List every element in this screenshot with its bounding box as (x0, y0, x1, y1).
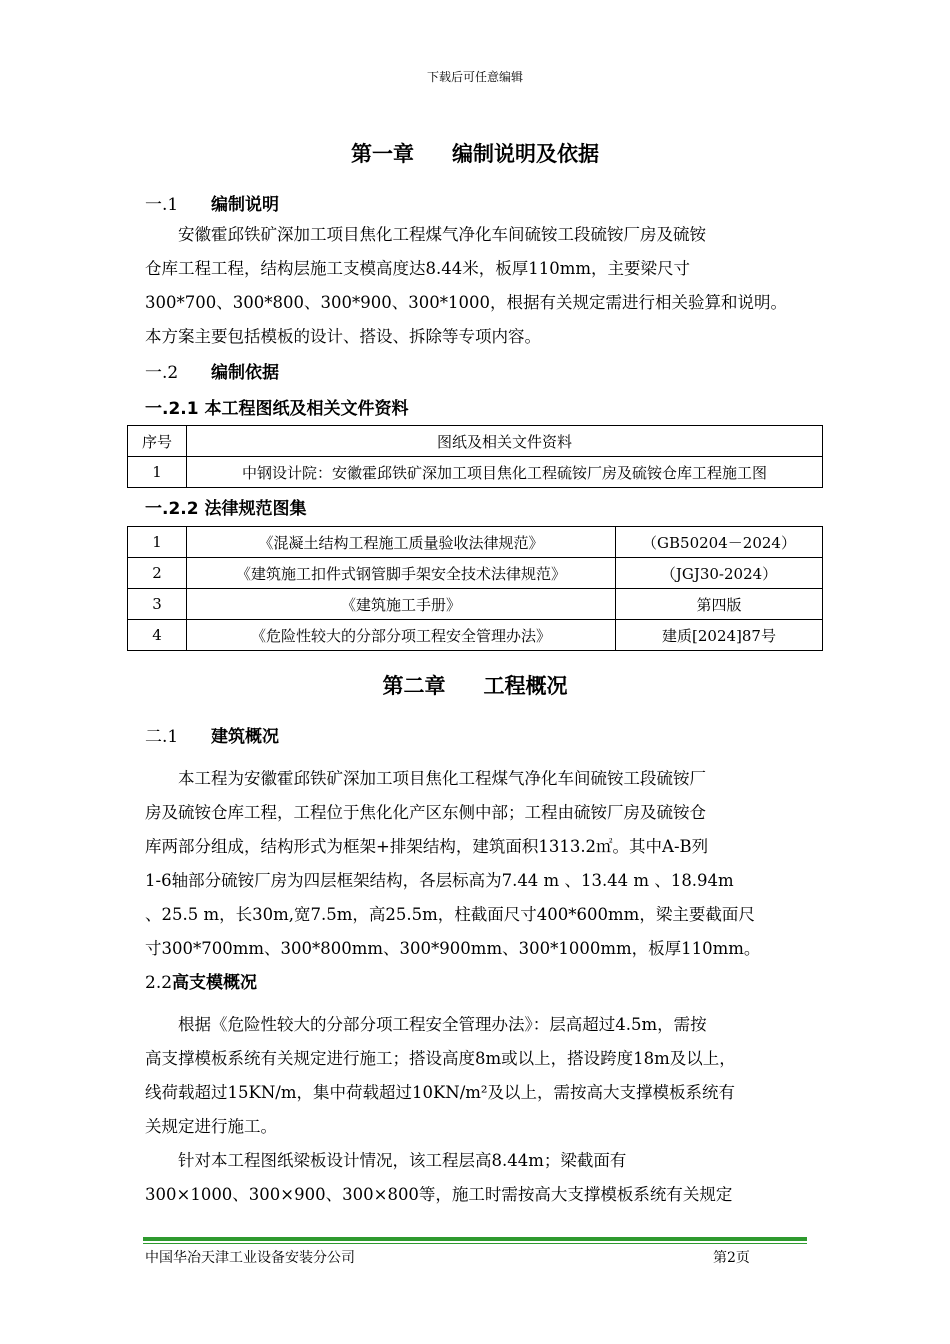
chapter-1-heading (0, 138, 950, 168)
section-1-2-title: 编制依据 (211, 363, 279, 383)
table-header-row (128, 426, 823, 457)
footer-rule-thin (143, 1243, 807, 1244)
footer-rule (143, 1237, 807, 1241)
section-2-2-heading (145, 968, 257, 993)
paragraph-line: 高支撑模板系统有关规定进行施工；搭设高度8m或以上，搭设跨度18m及以上， (145, 1049, 736, 1068)
chapter-2-heading (0, 670, 950, 700)
section-1-2-2-heading: 一.2.2 法律规范图集 (145, 499, 307, 519)
footer-page-number: 第2页 (713, 1250, 750, 1266)
section-2-1-number: 二.1 (145, 727, 179, 747)
table-cell: 2 (128, 558, 187, 589)
table-row (128, 620, 823, 651)
table-cell: 《混凝土结构工程施工质量验收法律规范》 (187, 527, 616, 558)
paragraph-line: 300*700、300*800、300*900、300*1000，根据有关规定需进行相关验算和说明。 (145, 293, 787, 312)
table-row (128, 589, 823, 620)
paragraph-line: 1-6轴部分硫铵厂房为四层框架结构，各层标高为7.44 m 、13.44 m 、18.94m (145, 871, 734, 890)
header-note: 下载后可任意编辑 (426, 70, 523, 84)
table-cell: 4 (128, 620, 187, 651)
section-1-1-paragraph (145, 218, 825, 354)
chapter-1-title: 编制说明及依据 (452, 142, 599, 166)
section-1-1-title: 编制说明 (211, 195, 279, 215)
table-cell: 3 (128, 589, 187, 620)
paragraph-line: 仓库工程工程，结构层施工支模高度达8.44米，板厚110mm，主要梁尺寸 (145, 259, 691, 278)
paragraph-line: 关规定进行施工。 (145, 1117, 277, 1136)
paragraph-line: 房及硫铵仓库工程，工程位于焦化化产区东侧中部；工程由硫铵厂房及硫铵仓 (145, 803, 706, 822)
section-1-2-number: 一.2 (145, 363, 179, 383)
paragraph-line: 库两部分组成，结构形式为框架+排架结构，建筑面积1313.2㎡。其中A-B列 (145, 837, 709, 856)
table-row (128, 457, 823, 488)
section-1-1-heading (145, 190, 279, 215)
table-cell: 建质[2024]87号 (616, 620, 823, 651)
table-cell: 《建筑施工手册》 (187, 589, 616, 620)
section-1-2-1-heading: 一.2.1 本工程图纸及相关文件资料 (145, 399, 409, 419)
table-cell: 1 (128, 457, 187, 488)
paragraph-line: 寸300*700mm、300*800mm、300*900mm、300*1000mm，板厚110mm。 (145, 939, 761, 958)
standards-table (127, 526, 823, 651)
table-row (128, 527, 823, 558)
chapter-2-title: 工程概况 (483, 674, 568, 698)
table-cell: （JGJ30-2024） (616, 558, 823, 589)
drawings-table (127, 425, 823, 488)
table-cell: 中钢设计院：安徽霍邱铁矿深加工项目焦化工程硫铵厂房及硫铵仓库工程施工图 (187, 457, 823, 488)
section-2-2-number: 2.2 (145, 973, 173, 993)
table-cell: 1 (128, 527, 187, 558)
table-cell: （GB50204－2024） (616, 527, 823, 558)
paragraph-line: 根据《危险性较大的分部分项工程安全管理办法》：层高超过4.5m，需按 (145, 1015, 707, 1034)
paragraph-line: 300×1000、300×900、300×800等，施工时需按高大支撑模板系统有关规定 (145, 1185, 733, 1204)
paragraph-line: 、25.5 m，长30m,宽7.5m，高25.5m，柱截面尺寸400*600mm，梁主要截面尺 (145, 905, 755, 924)
chapter-2-label: 第二章 (382, 674, 446, 698)
section-2-1-title: 建筑概况 (211, 727, 279, 747)
paragraph-line: 线荷载超过15KN/m，集中荷载超过10KN/m²及以上，需按高大支撑模板系统有 (145, 1083, 736, 1102)
footer-company: 中国华冶天津工业设备安装分公司 (145, 1250, 355, 1266)
section-2-1-heading (145, 722, 279, 747)
section-1-2-heading (145, 358, 279, 383)
chapter-1-label: 第一章 (351, 142, 414, 166)
paragraph-line: 本方案主要包括模板的设计、搭设、拆除等专项内容。 (145, 327, 541, 346)
table-cell: 《危险性较大的分部分项工程安全管理办法》 (187, 620, 616, 651)
section-2-2-paragraph (145, 1008, 825, 1212)
table-row (128, 558, 823, 589)
table-cell: 《建筑施工扣件式钢管脚手架安全技术法律规范》 (187, 558, 616, 589)
section-1-1-number: 一.1 (145, 195, 179, 215)
paragraph-line: 针对本工程图纸梁板设计情况，该工程层高8.44m；梁截面有 (145, 1151, 627, 1170)
paragraph-line: 安徽霍邱铁矿深加工项目焦化工程煤气净化车间硫铵工段硫铵厂房及硫铵 (145, 225, 706, 244)
table-cell: 第四版 (616, 589, 823, 620)
section-2-1-paragraph (145, 762, 825, 966)
paragraph-line: 本工程为安徽霍邱铁矿深加工项目焦化工程煤气净化车间硫铵工段硫铵厂 (145, 769, 706, 788)
section-2-2-title: 高支模概况 (172, 973, 258, 993)
table-header-cell: 序号 (128, 426, 187, 457)
table-header-cell: 图纸及相关文件资料 (187, 426, 823, 457)
